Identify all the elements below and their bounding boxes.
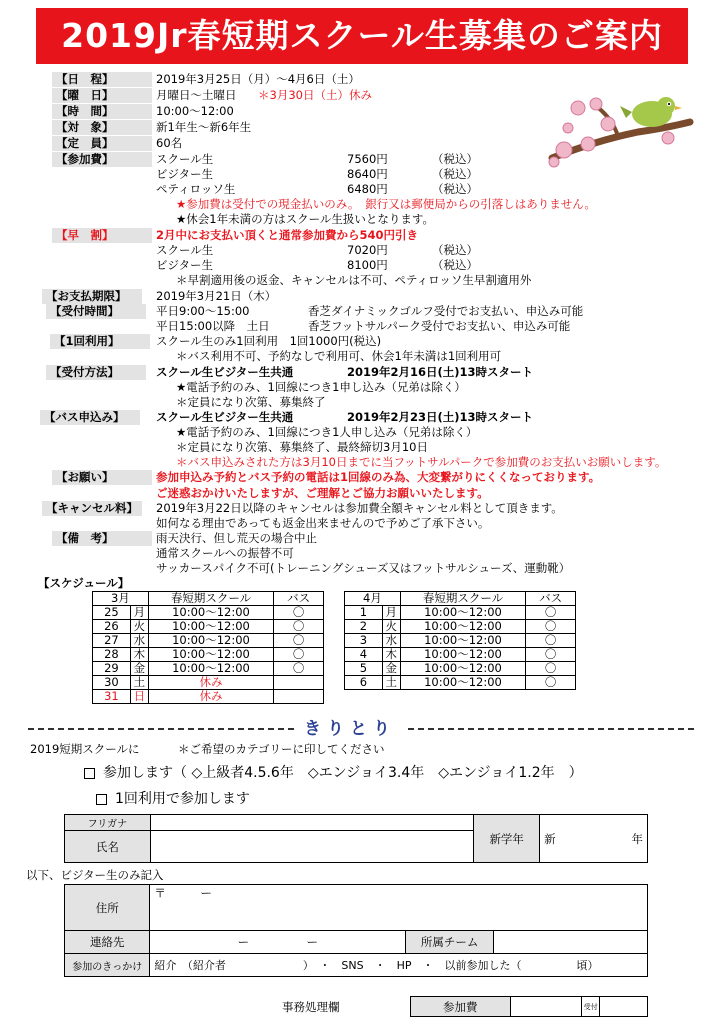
time: 休み — [148, 676, 273, 690]
weekday: 日 — [130, 690, 148, 704]
weekday: 土 — [382, 676, 400, 690]
office-fee-field[interactable] — [510, 997, 582, 1017]
label-capacity: 【定 員】 — [52, 136, 152, 151]
bus-header: バス — [526, 592, 576, 606]
weekday: 月 — [130, 606, 148, 620]
visitor-form-table — [64, 884, 648, 977]
time: 10:00～12:00 — [400, 634, 525, 648]
bus-value: スクール生ビジター生共通 — [156, 410, 294, 424]
label-cancel: 【キャンセル料】 — [42, 501, 142, 516]
method-value: スクール生ビジター生共通 — [156, 365, 294, 379]
bus-mark: 〇 — [526, 634, 576, 648]
april-schedule-table — [344, 591, 576, 690]
time: 10:00～12:00 — [148, 620, 273, 634]
request-line1: 参加申込み予約とバス予約の電話は1回線のみ為、大変繋がりにくくなっております。 — [156, 470, 601, 484]
team-field[interactable] — [494, 931, 648, 954]
time: 10:00～12:00 — [148, 648, 273, 662]
address-label: 住所 — [65, 885, 150, 931]
table-row — [93, 648, 324, 662]
grade-field[interactable] — [540, 815, 648, 863]
table-row — [345, 620, 576, 634]
office-received-label: 受付 — [582, 997, 600, 1017]
notes-line2: 通常スクールへの振替不可 — [156, 546, 294, 560]
label-reception: 【受付時間】 — [46, 304, 146, 319]
furigana-field[interactable] — [150, 815, 473, 831]
time: 休み — [148, 690, 273, 704]
weekday: 火 — [130, 620, 148, 634]
grade-label: 新学年 — [474, 815, 540, 863]
checkbox-participate[interactable] — [84, 768, 95, 779]
checkbox-single-use[interactable] — [96, 794, 107, 805]
day: 2 — [345, 620, 383, 634]
label-schedule: 【日 程】 — [52, 72, 152, 87]
weekday: 金 — [130, 662, 148, 676]
day: 30 — [93, 676, 131, 690]
fee-note-leave: ★休会1年未満の方はスクール生扱いとなります。 — [176, 212, 434, 226]
day: 29 — [93, 662, 131, 676]
weekday: 水 — [130, 634, 148, 648]
label-bus: 【バス申込み】 — [40, 410, 140, 425]
time-value: 10:00～12:00 — [156, 104, 234, 118]
bus-note-payment: ＊バス申込みされた方は3月10日までに当フットサルパークで参加費のお支払いお願いします。 — [176, 455, 667, 469]
page-title: 2019Jr春短期スクール生募集のご案内 — [36, 8, 688, 64]
course-header: 春短期スクール — [148, 592, 273, 606]
bird-on-branch-illustration — [548, 88, 694, 170]
table-row — [93, 662, 324, 676]
month-header: 4月 — [345, 592, 401, 606]
bus-mark: 〇 — [274, 620, 324, 634]
contact-field[interactable] — [150, 931, 406, 954]
fee-tax: （税込） — [432, 152, 478, 166]
label-deadline: 【お支払期限】 — [42, 289, 142, 304]
table-row — [345, 648, 576, 662]
notes-line3: サッカースパイク不可(トレーニングシューズ又はフットサルシューズ、運動靴） — [156, 561, 571, 575]
label-notes: 【備 考】 — [52, 531, 152, 546]
day: 26 — [93, 620, 131, 634]
day: 3 — [345, 634, 383, 648]
days-note: ＊3月30日（土）休み — [258, 88, 372, 102]
day: 6 — [345, 676, 383, 690]
time: 10:00～12:00 — [148, 606, 273, 620]
cut-here-label: きりとり — [296, 714, 404, 739]
time: 10:00～12:00 — [400, 620, 525, 634]
reception1-time: 平日9:00～15:00 — [156, 304, 250, 318]
course-header: 春短期スクール — [400, 592, 525, 606]
bus-mark: 〇 — [274, 634, 324, 648]
early-fee-tax: （税込） — [432, 258, 478, 272]
month-header: 3月 — [93, 592, 149, 606]
reception2-place: 香芝フットサルパーク受付でお支払い、申込み可能 — [308, 319, 571, 333]
name-form-table — [64, 814, 648, 863]
grade-prefix: 新 — [544, 831, 556, 846]
time: 10:00～12:00 — [400, 648, 525, 662]
label-request: 【お願い】 — [52, 470, 152, 485]
table-row — [93, 606, 324, 620]
weekday: 木 — [130, 648, 148, 662]
trigger-label: 参加のきっかけ — [65, 954, 150, 977]
reception1-place: 香芝ダイナミックゴルフ受付でお支払い、申込み可能 — [308, 304, 584, 318]
schedule-value: 2019年3月25日（月）～4月6日（土） — [156, 72, 360, 86]
label-fee: 【参加費】 — [52, 152, 152, 167]
name-field[interactable] — [150, 831, 473, 863]
bus-mark: 〇 — [526, 662, 576, 676]
grade-suffix: 年 — [631, 831, 643, 846]
office-table — [410, 996, 648, 1017]
furigana-label: フリガナ — [65, 815, 151, 831]
contact-label: 連絡先 — [65, 931, 150, 954]
weekday: 木 — [382, 648, 400, 662]
table-row — [345, 676, 576, 690]
time: 10:00～12:00 — [400, 606, 525, 620]
time: 10:00～12:00 — [148, 662, 273, 676]
label-schedule-table: 【スケジュール】 — [38, 576, 130, 590]
bus-mark: 〇 — [274, 662, 324, 676]
fee-name: ペティロッソ生 — [156, 182, 236, 196]
bus-date: 2019年2月23日(土)13時スタート — [347, 410, 534, 424]
fee-price: 6480円 — [347, 182, 388, 196]
fee-price: 8640円 — [347, 167, 388, 181]
table-row — [93, 676, 324, 690]
day: 25 — [93, 606, 131, 620]
early-note: ＊早割適用後の返金、キャンセルは不可、ペティロッソ生早割適用外 — [176, 273, 532, 287]
bus-mark — [274, 690, 324, 704]
label-method: 【受付方法】 — [46, 365, 146, 380]
contact-dash: ー ー — [237, 935, 319, 949]
single-value: スクール生のみ1回利用 1回1000円(税込) — [156, 334, 382, 348]
time: 10:00～12:00 — [400, 676, 525, 690]
label-time: 【時 間】 — [52, 104, 152, 119]
option-participate[interactable]: 参加します（ ◇上級者4.5.6年 ◇エンジョイ3.4年 ◇エンジョイ1.2年 ） — [84, 764, 583, 782]
label-days: 【曜 日】 — [52, 88, 152, 103]
label-early: 【早 割】 — [52, 228, 152, 243]
visitor-only-note: 以下、ビジター生のみ記入 — [26, 868, 164, 882]
form-intro: 2019短期スクールに — [30, 742, 140, 756]
bus-mark: 〇 — [274, 606, 324, 620]
team-label: 所属チーム — [406, 931, 494, 954]
day: 5 — [345, 662, 383, 676]
early-fee-tax: （税込） — [432, 243, 478, 257]
bus-mark: 〇 — [526, 620, 576, 634]
bus-mark: 〇 — [526, 606, 576, 620]
bus-mark — [274, 676, 324, 690]
fee-name: ビジター生 — [156, 167, 214, 181]
fee-price: 7560円 — [347, 152, 388, 166]
fee-note-cash: ★参加費は受付での現金払いのみ。 銀行又は郵便局からの引落しはありません。 — [176, 197, 596, 211]
method-note-capacity: ＊定員になり次第、募集終了 — [176, 395, 326, 409]
day: 31 — [93, 690, 131, 704]
option-single-use[interactable]: 1回利用で参加します — [96, 790, 250, 808]
time: 10:00～12:00 — [400, 662, 525, 676]
deadline-value: 2019年3月21日（木） — [156, 289, 277, 303]
early-fee-name: ビジター生 — [156, 258, 214, 272]
table-row — [345, 634, 576, 648]
reception2-time: 平日15:00以降 土日 — [156, 319, 270, 333]
table-row — [93, 634, 324, 648]
bus-mark: 〇 — [274, 648, 324, 662]
label-single: 【1回利用】 — [50, 334, 150, 349]
target-value: 新1年生～新6年生 — [156, 120, 252, 134]
table-row — [345, 606, 576, 620]
cancel-line1: 2019年3月22日以降のキャンセルは参加費全額キャンセル料として頂きます。 — [156, 501, 563, 515]
office-use-label: 事務処理欄 — [282, 1000, 340, 1014]
early-fee-price: 7020円 — [347, 243, 388, 257]
address-field[interactable] — [150, 885, 648, 931]
bus-note-phone: ★電話予約のみ、1回線につき1人申し込み（兄弟は除く） — [176, 425, 478, 439]
early-fee-price: 8100円 — [347, 258, 388, 272]
fee-tax: （税込） — [432, 167, 478, 181]
name-label: 氏名 — [65, 831, 151, 863]
day: 4 — [345, 648, 383, 662]
table-row — [93, 690, 324, 704]
trigger-field[interactable] — [150, 954, 648, 977]
office-fee-label: 参加費 — [411, 997, 511, 1017]
form-intro-note: ＊ご希望のカテゴリーに印してください — [178, 742, 385, 756]
days-value: 月曜日～土曜日 — [156, 88, 237, 102]
capacity-value: 60名 — [156, 136, 183, 150]
early-fee-name: スクール生 — [156, 243, 214, 257]
weekday: 水 — [382, 634, 400, 648]
single-note: ＊バス利用不可、予約なしで利用可、休会1年未満は1回利用可 — [176, 349, 502, 363]
fee-name: スクール生 — [156, 152, 214, 166]
notes-line1: 雨天決行、但し荒天の場合中止 — [156, 531, 317, 545]
method-note-phone: ★電話予約のみ、1回線につき1申し込み（兄弟は除く） — [176, 380, 466, 394]
office-received-field[interactable] — [600, 997, 648, 1017]
label-target: 【対 象】 — [52, 120, 152, 135]
table-row — [93, 620, 324, 634]
table-row — [345, 662, 576, 676]
request-line2: ご迷惑おかけいたしますが、ご理解とご協力お願いいたします。 — [156, 486, 489, 500]
table-header-row — [93, 592, 324, 606]
weekday: 金 — [382, 662, 400, 676]
bus-mark: 〇 — [526, 648, 576, 662]
weekday: 月 — [382, 606, 400, 620]
early-value: 2月中にお支払い頂くと通常参加費から540円引き — [156, 228, 419, 242]
bus-mark: 〇 — [526, 676, 576, 690]
march-schedule-table — [92, 591, 324, 704]
cancel-line2: 如何なる理由であっても返金出来ませんので予めご了承下さい。 — [156, 516, 490, 530]
trigger-options: 紹介 （紹介者 ） ・ SNS ・ HP ・ 以前参加した（ 頃） — [154, 959, 599, 972]
fee-tax: （税込） — [432, 182, 478, 196]
bus-note-capacity: ＊定員になり次第、募集終了、最終締切3月10日 — [176, 440, 428, 454]
postal-mark: 〒 ー — [154, 886, 212, 900]
method-date: 2019年2月16日(土)13時スタート — [347, 365, 534, 379]
day: 28 — [93, 648, 131, 662]
table-header-row — [345, 592, 576, 606]
weekday: 土 — [130, 676, 148, 690]
bus-header: バス — [274, 592, 324, 606]
day: 1 — [345, 606, 383, 620]
weekday: 火 — [382, 620, 400, 634]
time: 10:00～12:00 — [148, 634, 273, 648]
day: 27 — [93, 634, 131, 648]
